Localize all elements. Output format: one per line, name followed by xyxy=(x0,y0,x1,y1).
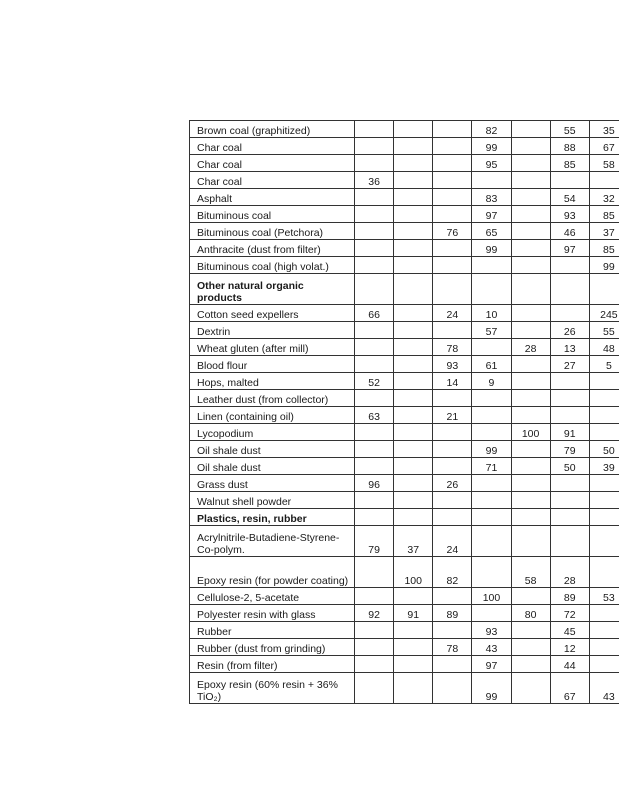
row-label-cell: Brown coal (graphitized) xyxy=(190,121,355,138)
value-cell: 5 xyxy=(589,356,619,373)
value-cell: 12 xyxy=(550,639,589,656)
table-row xyxy=(190,138,619,155)
row-label-cell: Char coal xyxy=(190,172,355,189)
value-cell xyxy=(511,622,550,639)
table-row xyxy=(190,656,619,673)
value-cell xyxy=(355,424,394,441)
value-cell: 100 xyxy=(394,557,433,588)
value-cell: 58 xyxy=(589,155,619,172)
table-row xyxy=(190,305,619,322)
value-cell: 92 xyxy=(355,605,394,622)
value-cell: 58 xyxy=(511,557,550,588)
value-cell xyxy=(394,223,433,240)
value-cell: 91 xyxy=(550,424,589,441)
value-cell xyxy=(511,458,550,475)
value-cell xyxy=(472,274,511,305)
value-cell: 93 xyxy=(433,356,472,373)
value-cell: 78 xyxy=(433,339,472,356)
value-cell xyxy=(394,622,433,639)
table-row xyxy=(190,257,619,274)
value-cell: 26 xyxy=(433,475,472,492)
value-cell xyxy=(550,509,589,526)
value-cell xyxy=(550,526,589,557)
value-cell xyxy=(511,155,550,172)
value-cell: 36 xyxy=(355,172,394,189)
value-cell: 83 xyxy=(472,189,511,206)
row-label-cell: Other natural organic products xyxy=(190,274,355,305)
value-cell: 99 xyxy=(589,257,619,274)
value-cell xyxy=(394,240,433,257)
row-label-cell: Epoxy resin (for powder coating) xyxy=(190,557,355,588)
value-cell xyxy=(394,509,433,526)
value-cell xyxy=(394,588,433,605)
value-cell xyxy=(394,155,433,172)
value-cell xyxy=(511,373,550,390)
value-cell: 39 xyxy=(589,458,619,475)
value-cell xyxy=(589,274,619,305)
value-cell xyxy=(511,274,550,305)
value-cell xyxy=(433,390,472,407)
row-label-cell: Cellulose-2, 5-acetate xyxy=(190,588,355,605)
value-cell: 65 xyxy=(472,223,511,240)
value-cell xyxy=(472,339,511,356)
table-row xyxy=(190,458,619,475)
value-cell xyxy=(550,257,589,274)
row-label-cell: Acrylnitrile-Butadiene-Styrene-Co-polym. xyxy=(190,526,355,557)
value-cell xyxy=(394,305,433,322)
value-cell xyxy=(472,605,511,622)
value-cell xyxy=(355,121,394,138)
value-cell xyxy=(472,172,511,189)
row-label-cell: Anthracite (dust from filter) xyxy=(190,240,355,257)
value-cell xyxy=(433,121,472,138)
value-cell: 71 xyxy=(472,458,511,475)
value-cell xyxy=(433,322,472,339)
value-cell xyxy=(394,441,433,458)
row-label-cell: Oil shale dust xyxy=(190,441,355,458)
value-cell xyxy=(355,656,394,673)
value-cell: 44 xyxy=(550,656,589,673)
row-label-cell: Resin (from filter) xyxy=(190,656,355,673)
value-cell xyxy=(355,138,394,155)
value-cell xyxy=(394,458,433,475)
table-row xyxy=(190,639,619,656)
value-cell xyxy=(394,424,433,441)
row-label-cell: Rubber (dust from grinding) xyxy=(190,639,355,656)
value-cell: 45 xyxy=(550,622,589,639)
value-cell xyxy=(433,155,472,172)
value-cell xyxy=(589,557,619,588)
table-row xyxy=(190,407,619,424)
table-row xyxy=(190,424,619,441)
table-row xyxy=(190,557,619,588)
value-cell xyxy=(511,206,550,223)
value-cell: 78 xyxy=(433,639,472,656)
value-cell xyxy=(511,673,550,704)
value-cell xyxy=(433,673,472,704)
value-cell xyxy=(472,390,511,407)
value-cell xyxy=(550,373,589,390)
value-cell: 61 xyxy=(472,356,511,373)
value-cell: 27 xyxy=(550,356,589,373)
value-cell xyxy=(589,373,619,390)
row-label-cell: Grass dust xyxy=(190,475,355,492)
value-cell: 99 xyxy=(472,673,511,704)
value-cell: 43 xyxy=(589,673,619,704)
table-row xyxy=(190,673,619,704)
table-row xyxy=(190,240,619,257)
value-cell xyxy=(433,240,472,257)
value-cell xyxy=(511,492,550,509)
value-cell xyxy=(511,441,550,458)
value-cell xyxy=(511,138,550,155)
value-cell: 97 xyxy=(472,206,511,223)
value-cell xyxy=(589,509,619,526)
dust-data-table xyxy=(189,120,619,704)
value-cell xyxy=(589,656,619,673)
value-cell: 79 xyxy=(550,441,589,458)
value-cell xyxy=(355,492,394,509)
value-cell: 46 xyxy=(550,223,589,240)
value-cell xyxy=(433,622,472,639)
value-cell: 88 xyxy=(550,138,589,155)
value-cell: 85 xyxy=(550,155,589,172)
value-cell xyxy=(550,390,589,407)
value-cell xyxy=(589,407,619,424)
value-cell xyxy=(472,475,511,492)
value-cell xyxy=(550,475,589,492)
row-label-cell: Leather dust (from collector) xyxy=(190,390,355,407)
value-cell xyxy=(355,458,394,475)
value-cell xyxy=(472,407,511,424)
value-cell xyxy=(511,407,550,424)
value-cell xyxy=(394,373,433,390)
value-cell: 32 xyxy=(589,189,619,206)
value-cell: 89 xyxy=(433,605,472,622)
value-cell xyxy=(394,257,433,274)
value-cell: 35 xyxy=(589,121,619,138)
value-cell: 37 xyxy=(394,526,433,557)
table-row xyxy=(190,223,619,240)
value-cell xyxy=(550,305,589,322)
row-label-cell: Epoxy resin (60% resin + 36% TiO₂) xyxy=(190,673,355,704)
value-cell xyxy=(433,509,472,526)
table-row xyxy=(190,622,619,639)
value-cell xyxy=(355,322,394,339)
table-row xyxy=(190,189,619,206)
value-cell xyxy=(511,390,550,407)
value-cell xyxy=(589,605,619,622)
row-label-cell: Hops, malted xyxy=(190,373,355,390)
value-cell xyxy=(511,509,550,526)
table-body xyxy=(190,121,619,704)
table-row xyxy=(190,605,619,622)
value-cell: 99 xyxy=(472,138,511,155)
row-label-cell: Dextrin xyxy=(190,322,355,339)
value-cell xyxy=(394,656,433,673)
value-cell xyxy=(394,639,433,656)
value-cell: 54 xyxy=(550,189,589,206)
value-cell: 85 xyxy=(589,240,619,257)
row-label-cell: Lycopodium xyxy=(190,424,355,441)
value-cell: 245 xyxy=(589,305,619,322)
row-label-cell: Cotton seed expellers xyxy=(190,305,355,322)
value-cell xyxy=(589,390,619,407)
row-label-cell: Char coal xyxy=(190,155,355,172)
value-cell xyxy=(433,257,472,274)
value-cell xyxy=(511,172,550,189)
value-cell xyxy=(433,189,472,206)
value-cell xyxy=(550,492,589,509)
value-cell xyxy=(394,475,433,492)
row-label-cell: Rubber xyxy=(190,622,355,639)
value-cell xyxy=(511,475,550,492)
value-cell: 99 xyxy=(472,240,511,257)
value-cell xyxy=(472,257,511,274)
table-row xyxy=(190,373,619,390)
value-cell xyxy=(511,639,550,656)
value-cell: 9 xyxy=(472,373,511,390)
value-cell xyxy=(433,492,472,509)
value-cell xyxy=(433,274,472,305)
table-row xyxy=(190,322,619,339)
value-cell xyxy=(355,622,394,639)
value-cell: 55 xyxy=(550,121,589,138)
value-cell: 85 xyxy=(589,206,619,223)
row-label-cell: Plastics, resin, rubber xyxy=(190,509,355,526)
value-cell: 96 xyxy=(355,475,394,492)
value-cell: 89 xyxy=(550,588,589,605)
value-cell xyxy=(589,526,619,557)
value-cell: 10 xyxy=(472,305,511,322)
value-cell: 26 xyxy=(550,322,589,339)
value-cell: 79 xyxy=(355,526,394,557)
value-cell: 67 xyxy=(589,138,619,155)
value-cell xyxy=(355,257,394,274)
value-cell xyxy=(433,206,472,223)
section-header-row xyxy=(190,509,619,526)
value-cell: 24 xyxy=(433,526,472,557)
value-cell xyxy=(433,424,472,441)
value-cell xyxy=(550,172,589,189)
value-cell xyxy=(394,390,433,407)
value-cell xyxy=(433,138,472,155)
value-cell xyxy=(355,356,394,373)
value-cell xyxy=(550,274,589,305)
table-row xyxy=(190,172,619,189)
table-row xyxy=(190,121,619,138)
value-cell xyxy=(355,240,394,257)
table-row xyxy=(190,492,619,509)
row-label-cell: Bituminous coal xyxy=(190,206,355,223)
value-cell xyxy=(511,322,550,339)
table-row xyxy=(190,206,619,223)
value-cell xyxy=(394,673,433,704)
value-cell xyxy=(394,121,433,138)
value-cell: 50 xyxy=(589,441,619,458)
value-cell xyxy=(394,172,433,189)
value-cell: 82 xyxy=(433,557,472,588)
row-label-cell: Oil shale dust xyxy=(190,458,355,475)
value-cell: 21 xyxy=(433,407,472,424)
value-cell xyxy=(589,475,619,492)
value-cell xyxy=(433,656,472,673)
value-cell xyxy=(394,189,433,206)
value-cell: 50 xyxy=(550,458,589,475)
value-cell: 48 xyxy=(589,339,619,356)
section-header-row xyxy=(190,274,619,305)
value-cell xyxy=(472,492,511,509)
value-cell xyxy=(355,639,394,656)
value-cell xyxy=(550,407,589,424)
value-cell xyxy=(394,206,433,223)
value-cell: 93 xyxy=(472,622,511,639)
value-cell xyxy=(433,588,472,605)
value-cell xyxy=(511,526,550,557)
value-cell xyxy=(589,424,619,441)
value-cell xyxy=(355,673,394,704)
value-cell xyxy=(433,172,472,189)
value-cell: 37 xyxy=(589,223,619,240)
value-cell: 66 xyxy=(355,305,394,322)
value-cell xyxy=(355,274,394,305)
value-cell xyxy=(355,390,394,407)
value-cell xyxy=(394,339,433,356)
value-cell xyxy=(589,172,619,189)
row-label-cell: Walnut shell powder xyxy=(190,492,355,509)
value-cell xyxy=(355,155,394,172)
row-label-cell: Blood flour xyxy=(190,356,355,373)
value-cell: 100 xyxy=(472,588,511,605)
value-cell: 13 xyxy=(550,339,589,356)
row-label-cell: Bituminous coal (high volat.) xyxy=(190,257,355,274)
row-label-cell: Char coal xyxy=(190,138,355,155)
value-cell: 97 xyxy=(550,240,589,257)
value-cell xyxy=(589,622,619,639)
value-cell xyxy=(511,356,550,373)
value-cell: 24 xyxy=(433,305,472,322)
value-cell xyxy=(355,206,394,223)
value-cell: 55 xyxy=(589,322,619,339)
value-cell xyxy=(394,407,433,424)
value-cell xyxy=(355,339,394,356)
value-cell: 93 xyxy=(550,206,589,223)
value-cell xyxy=(433,458,472,475)
table-row xyxy=(190,526,619,557)
value-cell xyxy=(472,526,511,557)
value-cell xyxy=(511,588,550,605)
value-cell xyxy=(355,223,394,240)
value-cell xyxy=(511,257,550,274)
value-cell xyxy=(511,305,550,322)
value-cell xyxy=(394,492,433,509)
value-cell: 67 xyxy=(550,673,589,704)
value-cell xyxy=(472,557,511,588)
value-cell: 57 xyxy=(472,322,511,339)
value-cell: 52 xyxy=(355,373,394,390)
value-cell xyxy=(355,557,394,588)
table-row xyxy=(190,339,619,356)
value-cell xyxy=(589,492,619,509)
value-cell xyxy=(511,189,550,206)
value-cell: 97 xyxy=(472,656,511,673)
value-cell: 43 xyxy=(472,639,511,656)
value-cell: 95 xyxy=(472,155,511,172)
row-label-cell: Linen (containing oil) xyxy=(190,407,355,424)
value-cell xyxy=(511,223,550,240)
value-cell xyxy=(355,509,394,526)
value-cell: 14 xyxy=(433,373,472,390)
value-cell xyxy=(511,121,550,138)
value-cell: 100 xyxy=(511,424,550,441)
value-cell: 72 xyxy=(550,605,589,622)
table-row xyxy=(190,390,619,407)
value-cell xyxy=(355,189,394,206)
table-row xyxy=(190,441,619,458)
value-cell: 99 xyxy=(472,441,511,458)
value-cell: 28 xyxy=(511,339,550,356)
value-cell: 28 xyxy=(550,557,589,588)
value-cell xyxy=(355,441,394,458)
value-cell xyxy=(472,509,511,526)
value-cell xyxy=(355,588,394,605)
row-label-cell: Polyester resin with glass xyxy=(190,605,355,622)
value-cell xyxy=(394,322,433,339)
value-cell xyxy=(511,656,550,673)
value-cell xyxy=(394,138,433,155)
value-cell xyxy=(589,639,619,656)
table-row xyxy=(190,155,619,172)
table-row xyxy=(190,356,619,373)
value-cell: 80 xyxy=(511,605,550,622)
value-cell: 91 xyxy=(394,605,433,622)
value-cell: 76 xyxy=(433,223,472,240)
row-label-cell: Asphalt xyxy=(190,189,355,206)
value-cell xyxy=(394,274,433,305)
row-label-cell: Bituminous coal (Petchora) xyxy=(190,223,355,240)
value-cell xyxy=(433,441,472,458)
value-cell: 82 xyxy=(472,121,511,138)
table-row xyxy=(190,588,619,605)
table-row xyxy=(190,475,619,492)
value-cell xyxy=(511,240,550,257)
value-cell: 53 xyxy=(589,588,619,605)
value-cell: 63 xyxy=(355,407,394,424)
row-label-cell: Wheat gluten (after mill) xyxy=(190,339,355,356)
value-cell xyxy=(394,356,433,373)
value-cell xyxy=(472,424,511,441)
